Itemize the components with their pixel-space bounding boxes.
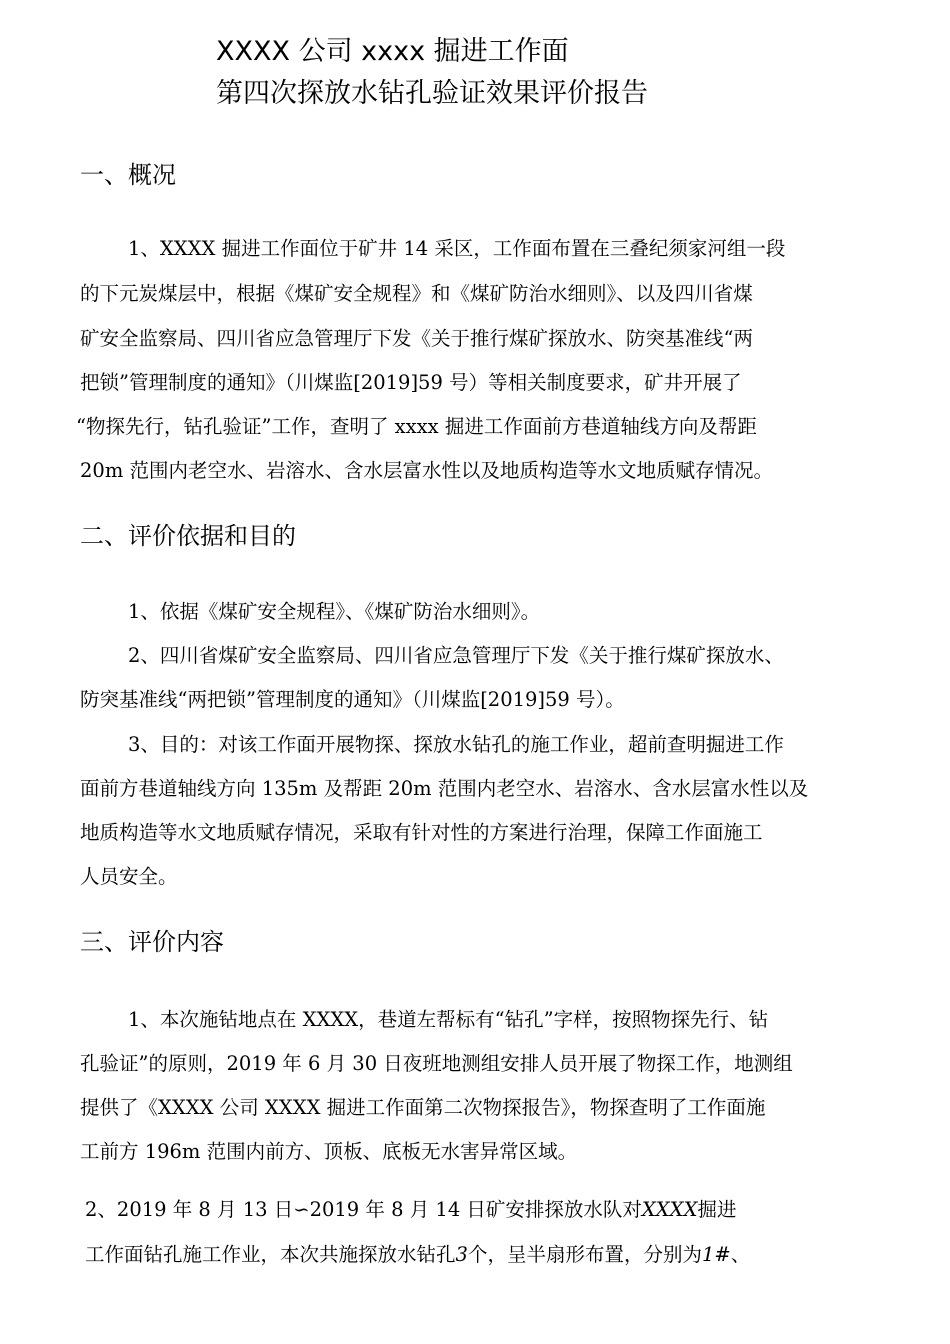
paragraph-line: 1、本次施钻地点在 XXXX，巷道左帮标有“钻孔”字样，按照物探先行、钻 (128, 1008, 769, 1031)
section-heading-basis-and-purpose: 二、评价依据和目的 (80, 522, 296, 550)
paragraph-line: 人员安全。 (80, 865, 178, 888)
paragraph-line (85, 1200, 736, 1220)
paragraph-line: 提供了《XXXX 公司 XXXX 掘进工作面第二次物探报告》，物探查明了工作面施 (80, 1096, 766, 1119)
paragraph-line: 面前方巷道轴线方向 135m 及帮距 20m 范围内老空水、岩溶水、含水层富水性以及 (80, 777, 809, 800)
document-title-line-2: 第四次探放水钻孔验证效果评价报告 (216, 78, 648, 109)
text-run: 工作面钻孔施工作业，本次共施探放水钻孔 (85, 1243, 456, 1266)
paragraph-line: 1、依据《煤矿安全规程》、《煤矿防治水细则》。 (128, 600, 541, 623)
document-title-line-1: XXXX 公司 xxxx 掘进工作面 (216, 36, 569, 67)
paragraph-line: 矿安全监察局、四川省应急管理厅下发《关于推行煤矿探放水、防突基准线“两 (80, 327, 753, 350)
text-run: 掘进 (697, 1198, 737, 1221)
text-run-italic: 3 (455, 1243, 468, 1266)
paragraph-line: 2、四川省煤矿安全监察局、四川省应急管理厅下发《关于推行煤矿探放水、 (128, 644, 784, 667)
paragraph-line: 孔验证”的原则，2019 年 6 月 30 日夜班地测组安排人员开展了物探工作，地测组 (80, 1052, 793, 1075)
text-run: 2、2019 年 8 月 13 日∽2019 年 8 月 14 日矿安排探放水队对 (85, 1198, 642, 1221)
section-heading-evaluation-content: 三、评价内容 (80, 928, 224, 956)
text-run: 、 (730, 1243, 751, 1266)
text-run-italic: XXXX (641, 1198, 698, 1221)
paragraph-line (85, 1245, 750, 1265)
text-run-italic: 1# (701, 1243, 731, 1266)
paragraph-line: 工前方 196m 范围内前方、顶板、底板无水害异常区域。 (80, 1140, 578, 1163)
paragraph-line: 把锁”管理制度的通知》（川煤监[2019]59 号）等相关制度要求，矿井开展了 (80, 371, 742, 394)
section-heading-overview: 一、概况 (80, 161, 176, 189)
paragraph-line: 的下元炭煤层中，根据《煤矿安全规程》和《煤矿防治水细则》、以及四川省煤 (80, 282, 753, 305)
paragraph-line: 20m 范围内老空水、岩溶水、含水层富水性以及地质构造等水文地质赋存情况。 (80, 459, 774, 482)
paragraph-line: 地质构造等水文地质赋存情况，采取有针对性的方案进行治理，保障工作面施工 (80, 821, 763, 844)
text-run: 个，呈半扇形布置，分别为 (467, 1243, 702, 1266)
paragraph-line: 3、目的：对该工作面开展物探、探放水钻孔的施工作业，超前查明掘进工作 (128, 733, 784, 756)
paragraph-line: “物探先行，钻孔验证”工作，查明了 xxxx 掘进工作面前方巷道轴线方向及帮距 (76, 415, 757, 438)
paragraph-line: 1、XXXX 掘进工作面位于矿井 14 采区，工作面布置在三叠纪须家河组一段 (128, 237, 786, 260)
paragraph-line: 防突基准线“两把锁”管理制度的通知》（川煤监[2019]59 号）。 (80, 688, 625, 711)
